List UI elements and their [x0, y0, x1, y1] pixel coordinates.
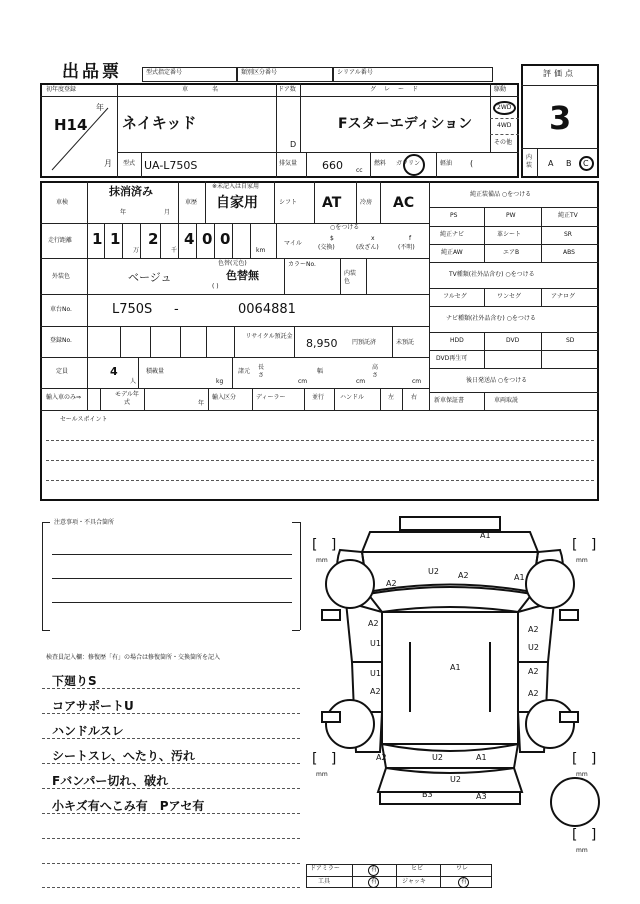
inspection-note: シートスレ、へたり、汚れ — [52, 749, 195, 763]
grade-label: グレード — [370, 86, 427, 93]
recycle-label: リサイクル預託金 — [245, 333, 293, 340]
inspector-label: 検査員記入欄：修復歴「有」の場合は修復箇所・交換箇所を記入 — [46, 654, 221, 661]
color-value[interactable]: ベージュ — [128, 271, 172, 284]
jack-mark[interactable]: 有 — [461, 878, 468, 885]
parallel-option[interactable]: 並行 — [312, 394, 325, 401]
katashiki-label: 型式指定番号 — [146, 69, 183, 76]
crack-label: ヒビ — [411, 865, 424, 872]
inspection-note: コアサポートU — [52, 699, 134, 713]
sales-point-label: セールスポイント — [60, 416, 108, 423]
shift-value[interactable]: AT — [322, 195, 342, 211]
cooler-value[interactable]: AC — [393, 195, 415, 211]
mm-label: mm — [316, 771, 328, 778]
damage-code: U2 — [428, 567, 439, 576]
later-warranty[interactable]: 新車保証書 — [434, 397, 465, 404]
ruibetsu-label: 類別区分番号 — [241, 69, 278, 76]
month-label: 月 — [104, 159, 112, 168]
mileage-digit-6[interactable]: 0 — [220, 230, 231, 248]
shaken-year: 年 — [120, 209, 127, 216]
frame-dash: - — [174, 302, 179, 317]
front-bumper — [400, 517, 500, 530]
navi-hdd[interactable]: HDD — [450, 337, 464, 344]
model-label: 型式 — [123, 160, 136, 167]
left-front-door — [346, 602, 382, 662]
oem-abs[interactable]: ABS — [563, 249, 575, 256]
mark-o-label: ○をつける — [330, 224, 360, 231]
kaizan-label[interactable]: (改ざん) — [356, 244, 379, 251]
history-note: ※未記入は自家用 — [212, 183, 260, 190]
tools-label: 工具 — [318, 878, 331, 885]
damage-code: U1 — [370, 669, 381, 678]
break-label: ワレ — [456, 865, 469, 872]
mileage-digit-3[interactable]: 2 — [148, 230, 159, 248]
damage-code: A1 — [450, 663, 461, 672]
tv-fullseg[interactable]: フルセグ — [443, 293, 467, 300]
bracket-icon: [ ] — [572, 537, 597, 553]
import-kind-label: 輸入区分 — [212, 394, 237, 401]
shaken-month: 月 — [164, 209, 171, 216]
damage-code: A2 — [370, 687, 381, 696]
mileage-digit-5[interactable]: 0 — [202, 230, 213, 248]
dollar-mark: $ — [330, 235, 334, 242]
oem-tv[interactable]: 純正TV — [558, 212, 578, 219]
color-no-label: カラーNo. — [288, 261, 316, 268]
damage-code: A2 — [386, 579, 397, 588]
oil-paren: ( — [470, 159, 474, 168]
shaken-label: 車検 — [56, 199, 69, 206]
drive-4wd[interactable]: 4WD — [497, 122, 512, 129]
mm-label: mm — [316, 557, 328, 564]
later-title: 後日発送品 ○をつける — [466, 377, 528, 384]
interior-a[interactable]: A — [548, 159, 554, 168]
capacity-label: 定員 — [56, 368, 69, 375]
width-label: 幅 — [317, 368, 324, 375]
mileage-digit-2[interactable]: 1 — [110, 230, 121, 248]
damage-code: A2 — [528, 667, 539, 676]
damage-code: B3 — [422, 790, 433, 799]
mirror-mark[interactable]: 有 — [371, 866, 378, 873]
recycle-unpaid[interactable]: 未預託 — [396, 339, 415, 346]
year-label: 年 — [96, 103, 104, 112]
color-label: 外装色 — [52, 273, 71, 280]
navi-title: ナビ種類(社外品含む) ○をつける — [446, 315, 536, 322]
damage-code: A2 — [376, 753, 387, 762]
car-name-label: 車名 — [182, 86, 243, 93]
inspection-note: 下廻りS — [52, 674, 97, 688]
oem-navi[interactable]: 純正ナビ — [440, 231, 465, 238]
tv-oneseg[interactable]: ワンセグ — [497, 293, 522, 300]
fuel-value[interactable]: ガソリン — [396, 160, 421, 167]
model-year-unit: 年 — [198, 400, 205, 407]
capacity-value[interactable]: 4 — [110, 365, 118, 378]
damage-code: A1 — [476, 753, 487, 762]
navi-dvd[interactable]: DVD — [506, 337, 520, 344]
length-label: 長さ — [258, 364, 265, 379]
dealer-option[interactable]: ディーラー — [256, 394, 286, 401]
shift-label: シフト — [279, 199, 298, 206]
drive-other[interactable]: その他 — [494, 139, 513, 146]
shaken-value[interactable]: 抹消済み — [109, 185, 153, 198]
windshield — [368, 587, 532, 612]
color-paren: ( ) — [212, 283, 219, 290]
width-cm: cm — [356, 378, 366, 385]
int-color-label: 内装色 — [344, 270, 357, 285]
score-label: 評価点 — [543, 69, 576, 78]
mm-label: mm — [576, 557, 588, 564]
inspection-note: Fバンパー切れ、破れ — [52, 774, 169, 788]
damage-code: A2 — [528, 625, 539, 634]
interior-b[interactable]: B — [566, 159, 572, 168]
height-label: 高さ — [372, 364, 379, 379]
damage-code: A2 — [528, 689, 539, 698]
cc-label: cc — [356, 167, 363, 174]
fuel-circle-icon — [403, 154, 425, 176]
katashiki-box[interactable] — [142, 67, 237, 82]
inspection-note: 小キズ有へこみ有 Pアセ有 — [52, 799, 205, 813]
oem-airbag[interactable]: エアB — [503, 249, 520, 256]
drive-2wd[interactable]: 2WD — [497, 104, 512, 111]
first-reg-value[interactable]: H14 — [54, 116, 88, 134]
damage-code: U2 — [432, 753, 443, 762]
damage-code: A1 — [480, 531, 491, 540]
handle-label: ハンドル — [340, 394, 365, 401]
oem-sr[interactable]: SR — [564, 231, 572, 238]
x-mark: x — [371, 235, 375, 242]
navi-sd[interactable]: SD — [566, 337, 575, 344]
drive-label: 駆動 — [494, 86, 507, 93]
model-year-label: モデル年式 — [115, 391, 139, 406]
car-name-value[interactable]: ネイキッド — [122, 114, 197, 132]
front-panel — [362, 532, 538, 552]
tv-title: TV種類(社外品含む) ○をつける — [449, 271, 535, 278]
fumei-label[interactable]: (不明) — [398, 244, 415, 251]
oil-label: 軽油 — [440, 160, 453, 167]
mileage-digit-1[interactable]: 1 — [92, 230, 103, 248]
history-value[interactable]: 自家用 — [216, 195, 258, 211]
car-damage-diagram — [300, 512, 630, 867]
damage-code: U1 — [370, 639, 381, 648]
tv-analog[interactable]: アナログ — [551, 293, 576, 300]
damage-code: U2 — [450, 775, 461, 784]
frame-number[interactable]: 0064881 — [238, 302, 296, 317]
height-cm: cm — [412, 378, 422, 385]
frame-prefix[interactable]: L750S — [112, 302, 153, 317]
damage-code: A3 — [476, 792, 487, 801]
f-mark: f — [409, 235, 412, 242]
kg-label: kg — [216, 378, 224, 385]
sen-label: 千 — [171, 247, 178, 254]
damage-code: A1 — [514, 573, 525, 582]
mm-label: mm — [576, 771, 588, 778]
capacity-unit: 人 — [130, 378, 137, 385]
later-manual[interactable]: 車両取説 — [494, 397, 519, 404]
cooler-label: 冷房 — [360, 199, 373, 206]
bracket-icon: [ ] — [572, 751, 597, 767]
sheet-title: 出品票 — [62, 62, 122, 82]
man-label: 万 — [133, 247, 140, 254]
mileage-digit-4[interactable]: 4 — [184, 230, 195, 248]
displacement-label: 排気量 — [279, 160, 298, 167]
caution-label: 注意事項・不具合箇所 — [54, 519, 115, 526]
mileage-label: 走行距離 — [48, 237, 73, 244]
model-value[interactable]: UA-L750S — [144, 159, 198, 172]
handle-right[interactable]: 右 — [411, 394, 418, 401]
dvd-playback[interactable]: DVD再生可 — [436, 355, 468, 362]
serial-label: シリアル番号 — [337, 69, 373, 76]
doors-value[interactable]: D — [290, 140, 297, 149]
doors-label: ドア数 — [278, 86, 296, 93]
color-change-value[interactable]: 色替無 — [226, 269, 259, 282]
roof — [382, 612, 518, 744]
length-cm: cm — [298, 378, 308, 385]
dims-label: 諸元 — [238, 368, 251, 375]
displacement-value[interactable]: 660 — [322, 159, 343, 172]
koukan-label[interactable]: (交換) — [318, 244, 335, 251]
bracket-icon: [ ] — [312, 537, 337, 553]
oem-leather[interactable]: 革シート — [497, 231, 522, 238]
grade-value[interactable]: Fスターエディション — [338, 116, 473, 132]
damage-code: U2 — [528, 643, 539, 652]
inspection-note: ハンドルスレ — [52, 724, 124, 738]
oem-pw[interactable]: PW — [506, 212, 516, 219]
history-label: 車歴 — [185, 199, 198, 206]
jack-label: ジャッキ — [402, 878, 426, 885]
damage-code: A2 — [368, 619, 379, 628]
door-mirror-label: ドアミラー — [310, 865, 340, 872]
load-label: 積載量 — [146, 368, 165, 375]
fuel-label: 燃料 — [374, 160, 387, 167]
frame-label: 車台No. — [50, 306, 72, 313]
color-change-label: 色替(元色) — [218, 260, 247, 267]
import-label: 輸入車のみ⇒ — [46, 394, 82, 401]
interior-c[interactable]: C — [583, 159, 589, 168]
recycle-yen[interactable]: 円預託済 — [352, 339, 377, 346]
oem-ps[interactable]: PS — [450, 212, 458, 219]
recycle-value[interactable]: 8,950 — [306, 337, 338, 350]
reg-no-label: 登録No. — [50, 337, 72, 344]
mile-label[interactable]: マイル — [284, 240, 302, 247]
mm-label: mm — [576, 847, 588, 854]
ruibetsu-box[interactable] — [237, 67, 333, 82]
first-reg-label: 初年度登録 — [46, 86, 77, 93]
serial-box[interactable] — [333, 67, 493, 82]
score-value: 3 — [549, 99, 572, 137]
tools-mark[interactable]: 有 — [371, 878, 378, 885]
bracket-icon: [ ] — [572, 827, 597, 843]
damage-code: A2 — [458, 571, 469, 580]
rear-bumper — [380, 792, 520, 804]
km-label: km — [256, 247, 266, 254]
handle-left[interactable]: 左 — [388, 394, 395, 401]
interior-label: 内装 — [526, 154, 533, 169]
bracket-icon: [ ] — [312, 751, 337, 767]
oem-aw[interactable]: 純正AW — [441, 249, 463, 256]
oem-title: 純正装備品 ○をつける — [470, 191, 532, 198]
